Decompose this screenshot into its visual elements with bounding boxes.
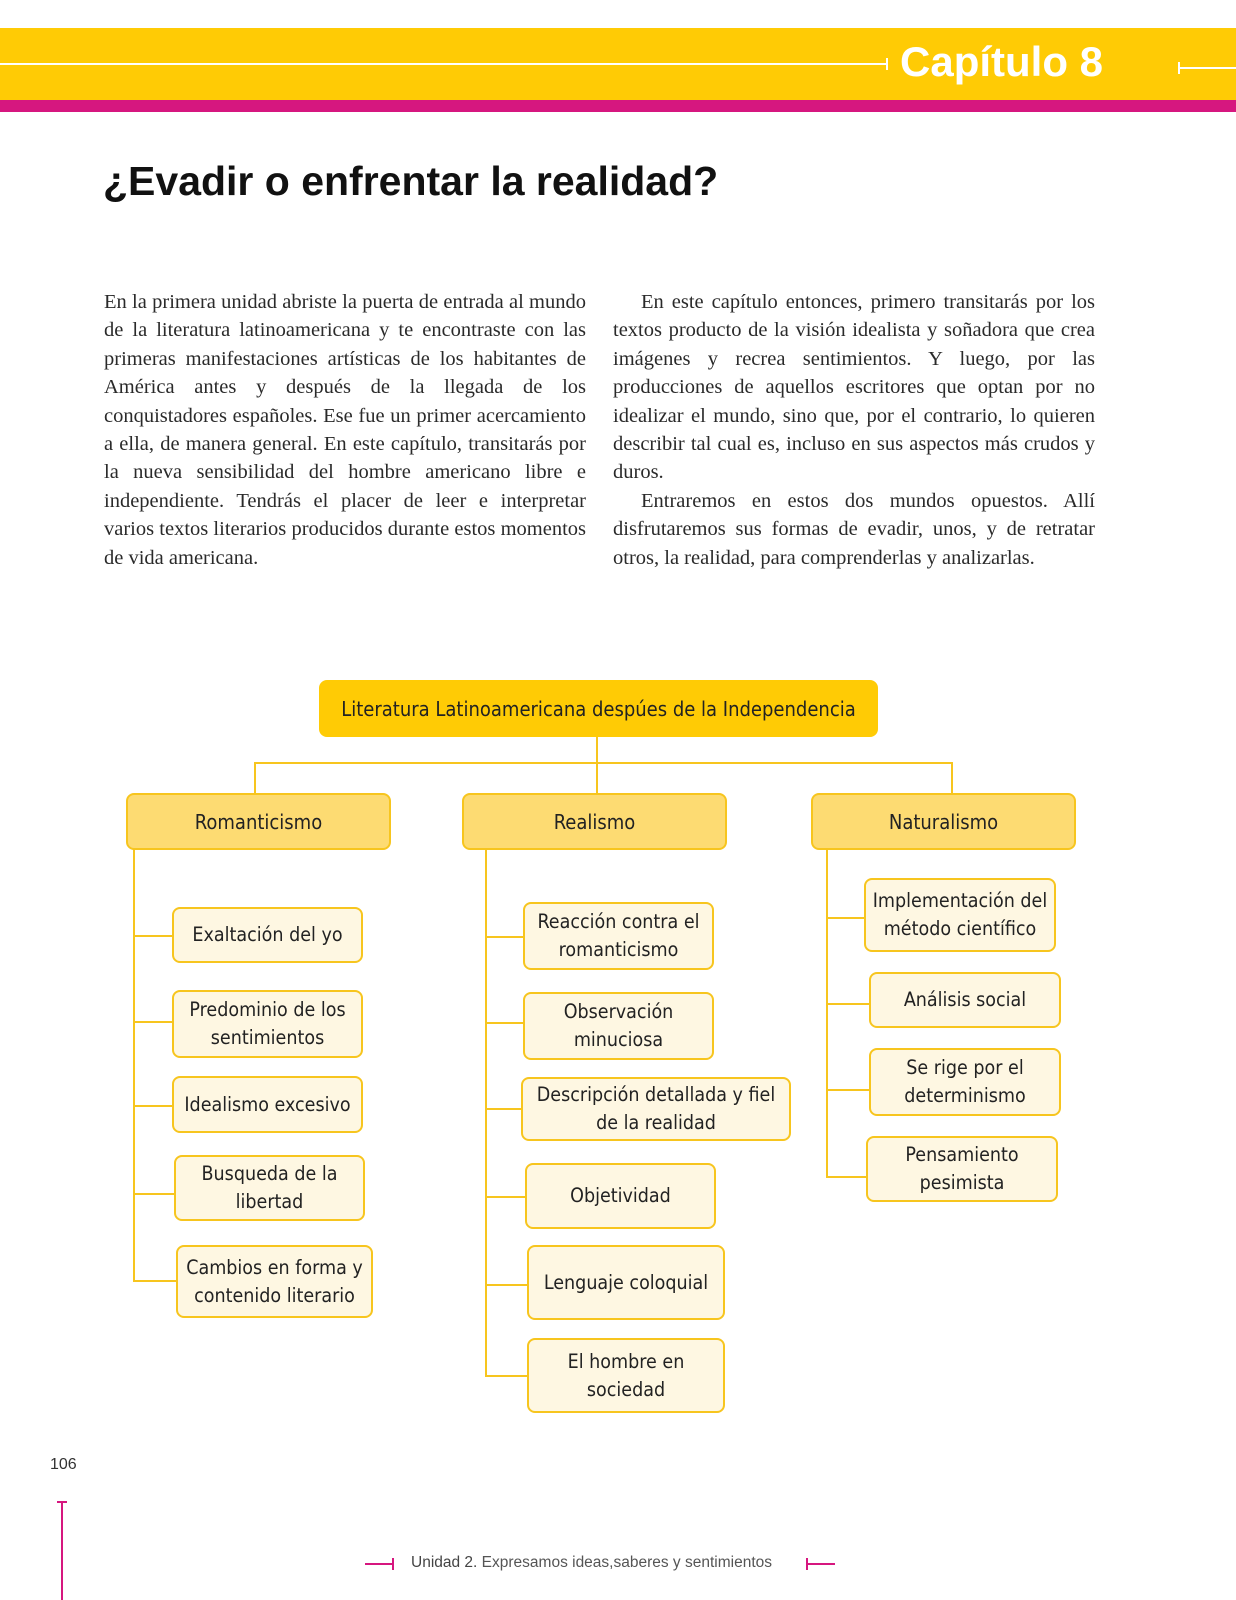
category-label: Naturalismo xyxy=(888,809,999,834)
connector-line xyxy=(485,849,487,1376)
connector-line xyxy=(254,762,256,794)
footer-unit-title: Expresamos ideas,saberes y sentimientos xyxy=(481,1554,773,1571)
chapter-label: Capítulo 8 xyxy=(900,38,1104,85)
connector-line xyxy=(826,1089,870,1091)
connector-line xyxy=(133,1021,173,1023)
connector-line xyxy=(951,762,953,794)
connector-line xyxy=(133,849,135,1281)
footer-rule-right xyxy=(807,1563,835,1565)
leaf-text: método científico xyxy=(883,917,1037,940)
connector-line xyxy=(485,1108,523,1110)
map-leaf-node xyxy=(527,1245,725,1320)
leaf-text: sentimientos xyxy=(210,1026,325,1049)
leaf-text: Se rige por el xyxy=(906,1056,1024,1079)
map-leaf-node xyxy=(869,972,1061,1028)
connector-line xyxy=(133,1193,175,1195)
connector-line xyxy=(485,936,525,938)
footer-rule-tick-left xyxy=(392,1558,394,1570)
leaf-text: Descripción detallada y fiel xyxy=(536,1083,776,1106)
leaf-text: libertad xyxy=(235,1190,304,1213)
running-footer xyxy=(365,1552,835,1576)
connector-line xyxy=(485,1375,529,1377)
connector-line xyxy=(485,1022,525,1024)
connector-line xyxy=(485,1196,527,1198)
leaf-text: Exaltación del yo xyxy=(192,923,343,946)
footer-text xyxy=(411,1554,772,1572)
connector-line xyxy=(596,736,598,794)
map-leaf-node xyxy=(864,878,1056,952)
connector-line xyxy=(133,1280,177,1282)
connector-line xyxy=(826,1003,870,1005)
footer-unit: Unidad 2. xyxy=(411,1554,478,1571)
category-label: Romanticismo xyxy=(194,809,323,834)
leaf-text: El hombre en xyxy=(567,1349,685,1373)
map-leaf-node xyxy=(174,1155,365,1221)
leaf-text: determinismo xyxy=(904,1084,1026,1107)
connector-line xyxy=(133,935,173,937)
intro-column-left xyxy=(104,288,586,572)
map-leaf-node xyxy=(172,1076,363,1133)
leaf-text: Lenguaje coloquial xyxy=(543,1270,709,1294)
leaf-text: contenido literario xyxy=(194,1283,355,1307)
header-rule-tick-right xyxy=(1178,62,1180,74)
intro-paragraph: Entraremos en estos dos mundos opuestos. Allí disfrutaremos sus formas de evadir, unos, y de retratar otros, la realidad, para comprenderlas y analizarlas. xyxy=(613,489,1095,569)
leaf-text: Idealismo excesivo xyxy=(184,1092,351,1116)
connector-line xyxy=(826,1176,868,1178)
intro-column-right xyxy=(613,288,1095,572)
map-leaf-node xyxy=(523,992,714,1060)
page-title: ¿Evadir o enfrentar la realidad? xyxy=(103,158,719,204)
map-root-label: Literatura Latinoamericana despúes de la Independencia xyxy=(341,696,856,721)
leaf-text: Reacción contra el xyxy=(537,910,700,933)
header-rule-right xyxy=(1180,67,1236,69)
connector-line xyxy=(485,1284,529,1286)
leaf-text: Observación xyxy=(563,1000,674,1023)
leaf-text: Análisis social xyxy=(903,988,1027,1011)
connector-line xyxy=(826,917,866,919)
category-label: Realismo xyxy=(553,809,636,834)
map-leaf-node xyxy=(172,990,363,1058)
map-leaf-node xyxy=(866,1136,1058,1202)
header-accent-stripe xyxy=(0,100,1236,112)
intro-paragraph: En este capítulo entonces, primero transitarás por los textos producto de la visión idealista y soñadora que crea imágenes y recrea sentimientos. Y luego, por las producciones de aquellos escritores que optan por no idealizar el mundo, sino que, por el contrario, lo quieren describir tal cual es, incluso en sus aspectos más crudos y duros. xyxy=(613,291,1095,484)
category-romanticismo xyxy=(126,793,391,850)
leaf-text: sociedad xyxy=(586,1377,666,1401)
leaf-text: pesimista xyxy=(919,1171,1005,1194)
map-leaf-node xyxy=(172,907,363,963)
connector-line xyxy=(254,762,953,764)
header-rule-tick-left xyxy=(886,58,888,70)
map-leaf-node xyxy=(523,902,714,970)
leaf-text: Objetividad xyxy=(570,1184,671,1207)
map-leaf-node xyxy=(176,1245,373,1318)
leaf-text: romanticismo xyxy=(558,938,679,961)
margin-rule xyxy=(61,1502,63,1600)
leaf-text: Implementación del xyxy=(872,889,1048,912)
header-rule-left xyxy=(0,63,888,65)
leaf-text: Cambios en forma y xyxy=(186,1255,363,1279)
leaf-text: Pensamiento xyxy=(905,1143,1019,1166)
map-leaf-node xyxy=(869,1048,1061,1116)
leaf-text: Busqueda de la xyxy=(201,1162,338,1185)
category-realismo xyxy=(462,793,727,850)
leaf-text: Predominio de los xyxy=(189,998,346,1021)
page-number: 106 xyxy=(50,1456,77,1473)
connector-line xyxy=(133,1105,173,1107)
map-leaf-node xyxy=(525,1163,716,1229)
footer-rule-left xyxy=(365,1563,393,1565)
category-naturalismo xyxy=(811,793,1076,850)
map-root-node xyxy=(319,680,878,737)
leaf-text: minuciosa xyxy=(573,1028,664,1051)
intro-paragraph: En la primera unidad abriste la puerta de entrada al mundo de la literatura latinoamericana y te encontraste con las primeras manifestaciones artísticas de los habitantes de América antes y después de la llegada de los conquistadores españoles. Ese fue un primer acercamiento a ella, de manera general. En este capítulo, transitarás por la nueva sensibilidad del hombre americano libre e independiente. Tendrás el placer de leer e interpretar varios textos literarios producidos durante estos momentos de vida americana. xyxy=(104,291,586,569)
connector-line xyxy=(826,849,828,1177)
footer-rule-tick-right xyxy=(806,1558,808,1570)
map-leaf-node xyxy=(521,1077,791,1141)
map-leaf-node xyxy=(527,1338,725,1413)
leaf-text: de la realidad xyxy=(596,1111,716,1134)
